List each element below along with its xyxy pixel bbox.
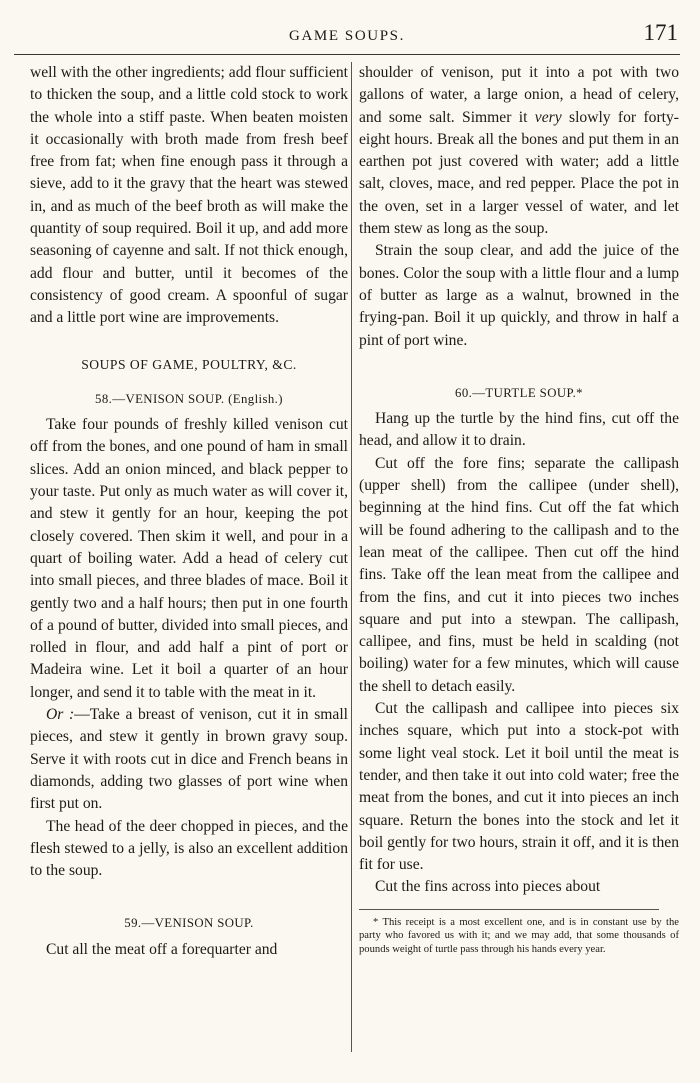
page-number: 171 bbox=[643, 20, 678, 45]
emphasis-very: very bbox=[534, 108, 562, 126]
or-label: Or : bbox=[46, 706, 75, 724]
right-column bbox=[359, 62, 679, 956]
column-divider bbox=[351, 62, 352, 1052]
recipe-58-heading: 58.—VENISON SOUP. (English.) bbox=[95, 391, 283, 406]
recipe-59-heading: 59.—VENISON SOUP. bbox=[124, 916, 254, 931]
continuation-paragraph: well with the other ingredients; add flour sufficient to thicken the soup, and a little cold stock to work the whole into a stiff paste. When beaten moisten it occasionally with broth made from fresh beef free from fat; when fine enough pass it through a sieve, add to it the gravy that the heart was stewed in, and as much of the beef broth as will make the quantity of soup required. Boil it up, and add more seasoning of cayenne and salt. If not thick enough, add flour and butter, until it becomes of the consistency of good cream. A spoonful of sugar and a little port wine are improvements. bbox=[30, 64, 349, 327]
recipe-58-paragraph-2 bbox=[30, 704, 348, 815]
section-heading: SOUPS OF GAME, POULTRY, &C. bbox=[81, 356, 297, 372]
recipe-60-paragraph-3: Cut the callipash and callipee into pieces six inches square, which put into a stock-pot with some light veal stock. Let it boil until the meat is tender, and then take it out into cold water; free the meat from the bones, and cut it into pieces an inch square. Return the bones into the stock and let it boil gently for two hours, strain it off, and it is then fit for use. bbox=[359, 700, 679, 874]
recipe-60-paragraph-2: Cut off the fore fins; separate the callipash (upper shell) from the callipee (under shell), beginning at the hind fins. Cut off the fat which will be found adhering to the callipash and to the lean meat of the callipee. Then cut off the hind fins. Take off the lean meat from the callipee and from the fins, and cut it into pieces two inches square and put into a stewpan. The callipash, callipee, and fins, must be held in scalding (not boiling) water for a few minutes, which will cause the shell to detach easily. bbox=[359, 454, 679, 695]
page-header bbox=[14, 14, 680, 55]
left-column bbox=[30, 62, 348, 961]
recipe-60-paragraph-4: Cut the fins across into pieces about bbox=[375, 878, 601, 896]
continuation-paragraph-right bbox=[359, 62, 679, 240]
continuation-text-b: slowly for forty-eight hours. Break all the bones and put them in an earthen pot just covered with water; add a little salt, cloves, mace, and red pepper. Place the pot in the oven, set in a larger vessel of water, and let them stew as long as the soup. bbox=[359, 108, 679, 238]
running-head: GAME SOUPS. bbox=[289, 28, 405, 44]
recipe-59-paragraph-1: Cut all the meat off a forequarter and bbox=[46, 940, 278, 958]
strain-paragraph: Strain the soup clear, and add the juice of the bones. Color the soup with a little flour and a lump of butter as large as a walnut, browned in the frying-pan. Boil it up quickly, and throw in half a pint of port wine. bbox=[359, 242, 679, 349]
recipe-60-paragraph-1: Hang up the turtle by the hind fins, cut off the head, and allow it to drain. bbox=[359, 410, 679, 450]
continuation-text-a: shoulder of venison, put it into a pot with two gallons of water, a large onion, a head of celery, and some salt. Simmer it bbox=[359, 64, 679, 126]
recipe-58-paragraph-1: Take four pounds of freshly killed venison cut off from the bones, and one pound of ham in small slices. Add an onion minced, and black pepper to your taste. Put only as much water as will cover it, and stew it gently for an hour, keeping the pot closely covered. Then skim it well, and pour in a quart of boiling water. Add a head of celery cut into small pieces, and three blades of mace. Boil it gently two and a half hours; then put in one fourth of a pound of butter, divided into small pieces, and rolled in flour, and add half a pint of port or Madeira wine. Let it boil a quarter of an hour longer, and send it to table with the meat in it. bbox=[30, 416, 348, 701]
recipe-60-heading: 60.—TURTLE SOUP.* bbox=[455, 385, 583, 400]
recipe-58-paragraph-3: The head of the deer chopped in pieces, and the flesh stewed to a jelly, is also an excellent addition to the soup. bbox=[30, 817, 348, 880]
footnote-rule bbox=[359, 909, 659, 910]
recipe-58-paragraph-2-text: —Take a breast of venison, cut it in small pieces, and stew it gently in brown gravy soup. Serve it with roots cut in dice and French beans in diamonds, adding two glasses of port wine when first put on. bbox=[30, 706, 348, 813]
footnote: * This receipt is a most excellent one, and is in constant use by the party who favored us with it; and we may add, that some thousands of pounds weight of turtle pass through his hands every year. bbox=[359, 916, 679, 955]
